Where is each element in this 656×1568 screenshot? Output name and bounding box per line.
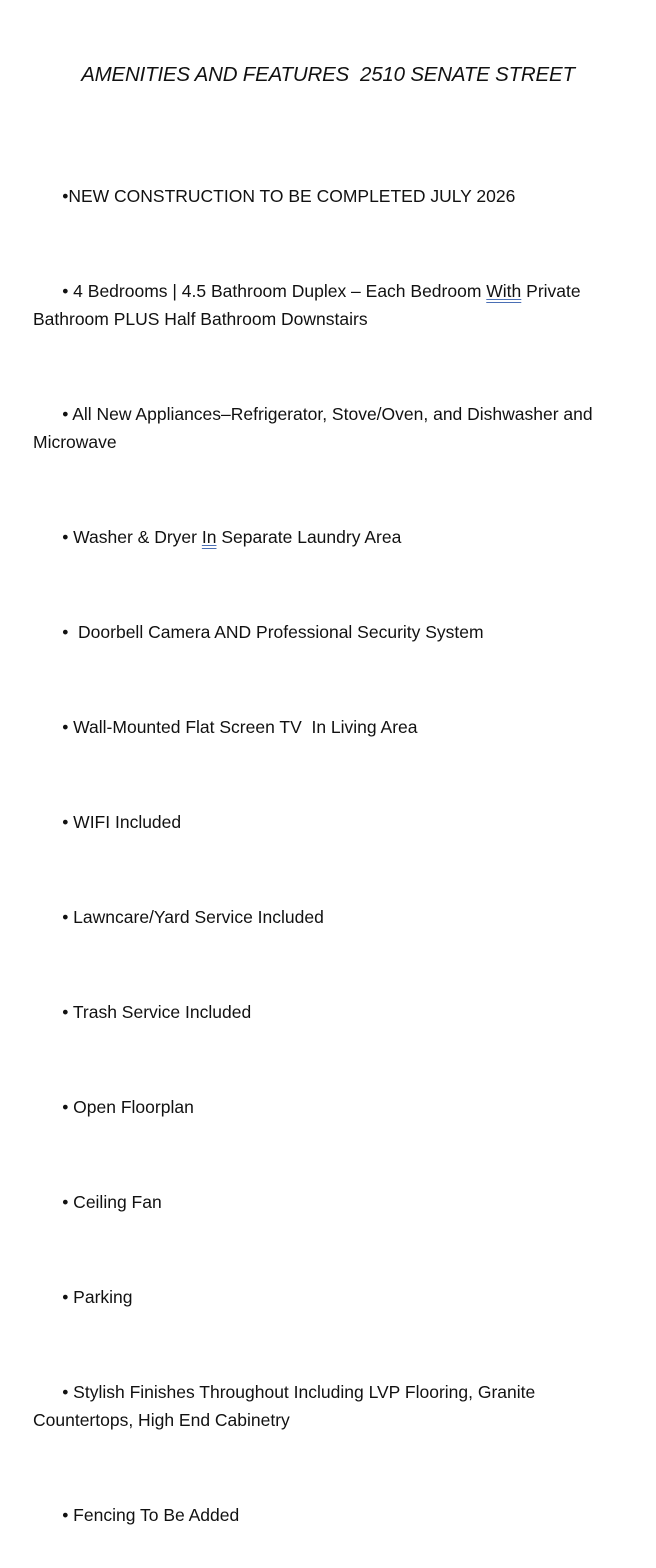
list-item-bedrooms bbox=[33, 249, 633, 361]
list-item-text: • Wall-Mounted Flat Screen TV In Living Area bbox=[62, 717, 418, 737]
list-item-text: • Parking bbox=[62, 1287, 133, 1307]
list-item-text: • WIFI Included bbox=[62, 812, 182, 832]
list-item-text: • All New Appliances–Refrigerator, Stove/Oven, and Dishwasher and Microwave bbox=[33, 404, 598, 452]
list-item-text: Separate Laundry Area bbox=[216, 527, 402, 547]
grammar-marked-word: In bbox=[201, 527, 217, 547]
list-item-text: • Doorbell Camera AND Professional Security System bbox=[62, 622, 484, 642]
list-item-parking bbox=[33, 1255, 633, 1339]
list-item-text: • Lawncare/Yard Service Included bbox=[62, 907, 324, 927]
list-item-text: • Washer & Dryer bbox=[62, 527, 202, 547]
list-item-appliances bbox=[33, 372, 633, 484]
list-item-text: • Stylish Finishes Throughout Including LVP Flooring, Granite Countertops, High End Cabinetry bbox=[33, 1382, 541, 1430]
grammar-marked-word: With bbox=[486, 281, 522, 301]
list-item-trash bbox=[33, 970, 633, 1054]
list-item-new-construction bbox=[33, 154, 633, 238]
list-item-finishes bbox=[33, 1350, 633, 1462]
list-item-security bbox=[33, 590, 633, 674]
list-item-text: •NEW CONSTRUCTION TO BE COMPLETED JULY 2026 bbox=[62, 186, 516, 206]
list-item-text: • Fencing To Be Added bbox=[62, 1505, 240, 1525]
list-item-text: Private Bathroom PLUS Half Bathroom Downstairs bbox=[33, 281, 586, 329]
list-item-ceiling-fan bbox=[33, 1160, 633, 1244]
list-item-tv bbox=[33, 685, 633, 769]
list-item-fencing bbox=[33, 1473, 633, 1557]
list-item-text: • Trash Service Included bbox=[62, 1002, 252, 1022]
list-item-laundry bbox=[33, 495, 633, 579]
amenities-list bbox=[33, 154, 633, 1568]
list-item-text: • Ceiling Fan bbox=[62, 1192, 162, 1212]
document-title: AMENITIES AND FEATURES 2510 SENATE STREET bbox=[81, 63, 575, 86]
list-item-text: • 4 Bedrooms | 4.5 Bathroom Duplex – Each Bedroom bbox=[62, 281, 487, 301]
list-item-wifi bbox=[33, 780, 633, 864]
list-item-floorplan bbox=[33, 1065, 633, 1149]
list-item-text: • Open Floorplan bbox=[62, 1097, 194, 1117]
list-item-lawncare bbox=[33, 875, 633, 959]
